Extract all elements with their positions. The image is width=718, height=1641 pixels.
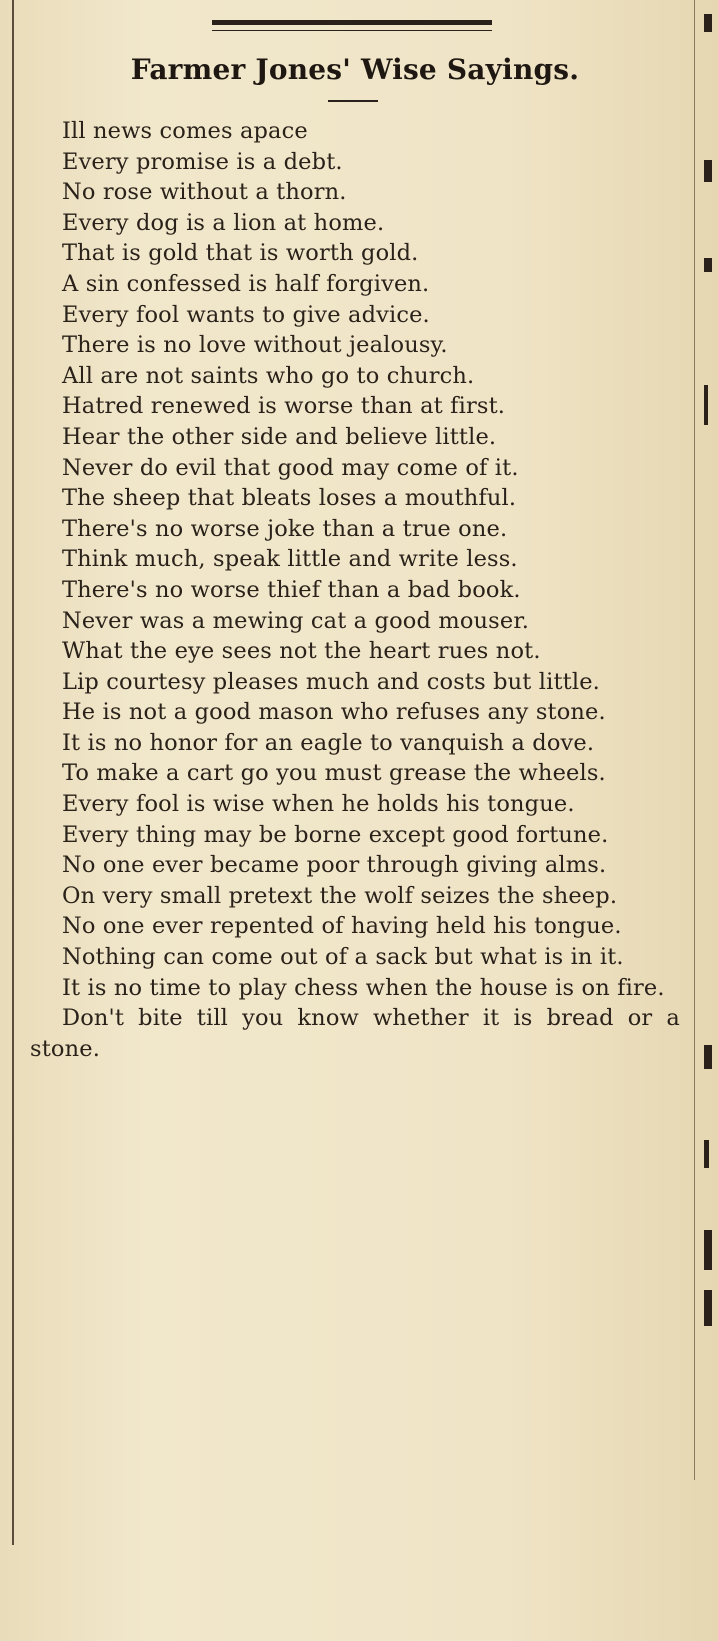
saying-line: Every fool is wise when he holds his tongue. xyxy=(62,791,575,818)
saying-line: There's no worse joke than a true one. xyxy=(62,515,508,542)
saying-line: What the eye sees not the heart rues not. xyxy=(62,638,541,665)
saying-line: Nothing can come out of a sack but what is in it. xyxy=(62,944,624,971)
saying-line: Hear the other side and believe little. xyxy=(62,423,497,450)
saying-line: Don't bite till you know whether it is bread or a stone. xyxy=(30,1005,680,1062)
saying-line: A sin confessed is half forgiven. xyxy=(62,270,430,297)
saying-line: There is no love without jealousy. xyxy=(62,332,448,359)
saying-line: Every dog is a lion at home. xyxy=(62,209,385,236)
column-rule-right xyxy=(694,0,695,1480)
column-rule-left xyxy=(12,0,14,1545)
saying-line: Never do evil that good may come of it. xyxy=(62,454,519,481)
saying-line: It is no time to play chess when the house is on fire. xyxy=(62,974,665,1001)
saying-line: To make a cart go you must grease the wheels. xyxy=(62,760,606,787)
saying-line: There's no worse thief than a bad book. xyxy=(62,576,521,603)
saying-line: Hatred renewed is worse than at first. xyxy=(62,393,506,420)
saying-line: It is no honor for an eagle to vanquish a dove. xyxy=(62,729,595,756)
saying-line: He is not a good mason who refuses any stone. xyxy=(62,699,606,726)
saying-line: Never was a mewing cat a good mouser. xyxy=(62,607,530,634)
article-title: Farmer Jones' Wise Sayings. xyxy=(130,53,580,86)
article-farmer-jones xyxy=(30,20,680,1064)
saying-line: On very small pretext the wolf seizes the sheep. xyxy=(62,882,618,909)
sayings-list xyxy=(30,116,680,1064)
saying-line: Every fool wants to give advice. xyxy=(62,301,430,328)
saying-line: That is gold that is worth gold. xyxy=(62,240,419,267)
adjacent-column-fragments xyxy=(700,0,718,1641)
saying-line: Every thing may be borne except good fortune. xyxy=(62,821,609,848)
saying-line: Think much, speak little and write less. xyxy=(62,546,518,573)
saying-line: No one ever became poor through giving alms. xyxy=(62,852,607,879)
saying-line: Ill news comes apace xyxy=(62,118,308,144)
saying-line: No one ever repented of having held his tongue. xyxy=(62,913,622,940)
saying-line: All are not saints who go to church. xyxy=(62,362,475,389)
saying-line: The sheep that bleats loses a mouthful. xyxy=(62,485,517,512)
saying-line: No rose without a thorn. xyxy=(62,179,347,206)
saying-line: Every promise is a debt. xyxy=(62,148,343,175)
title-rule xyxy=(328,100,378,102)
heading-rule-thin xyxy=(212,30,492,31)
saying-line: Lip courtesy pleases much and costs but little. xyxy=(62,668,600,695)
heading-rule-thick xyxy=(212,20,492,25)
